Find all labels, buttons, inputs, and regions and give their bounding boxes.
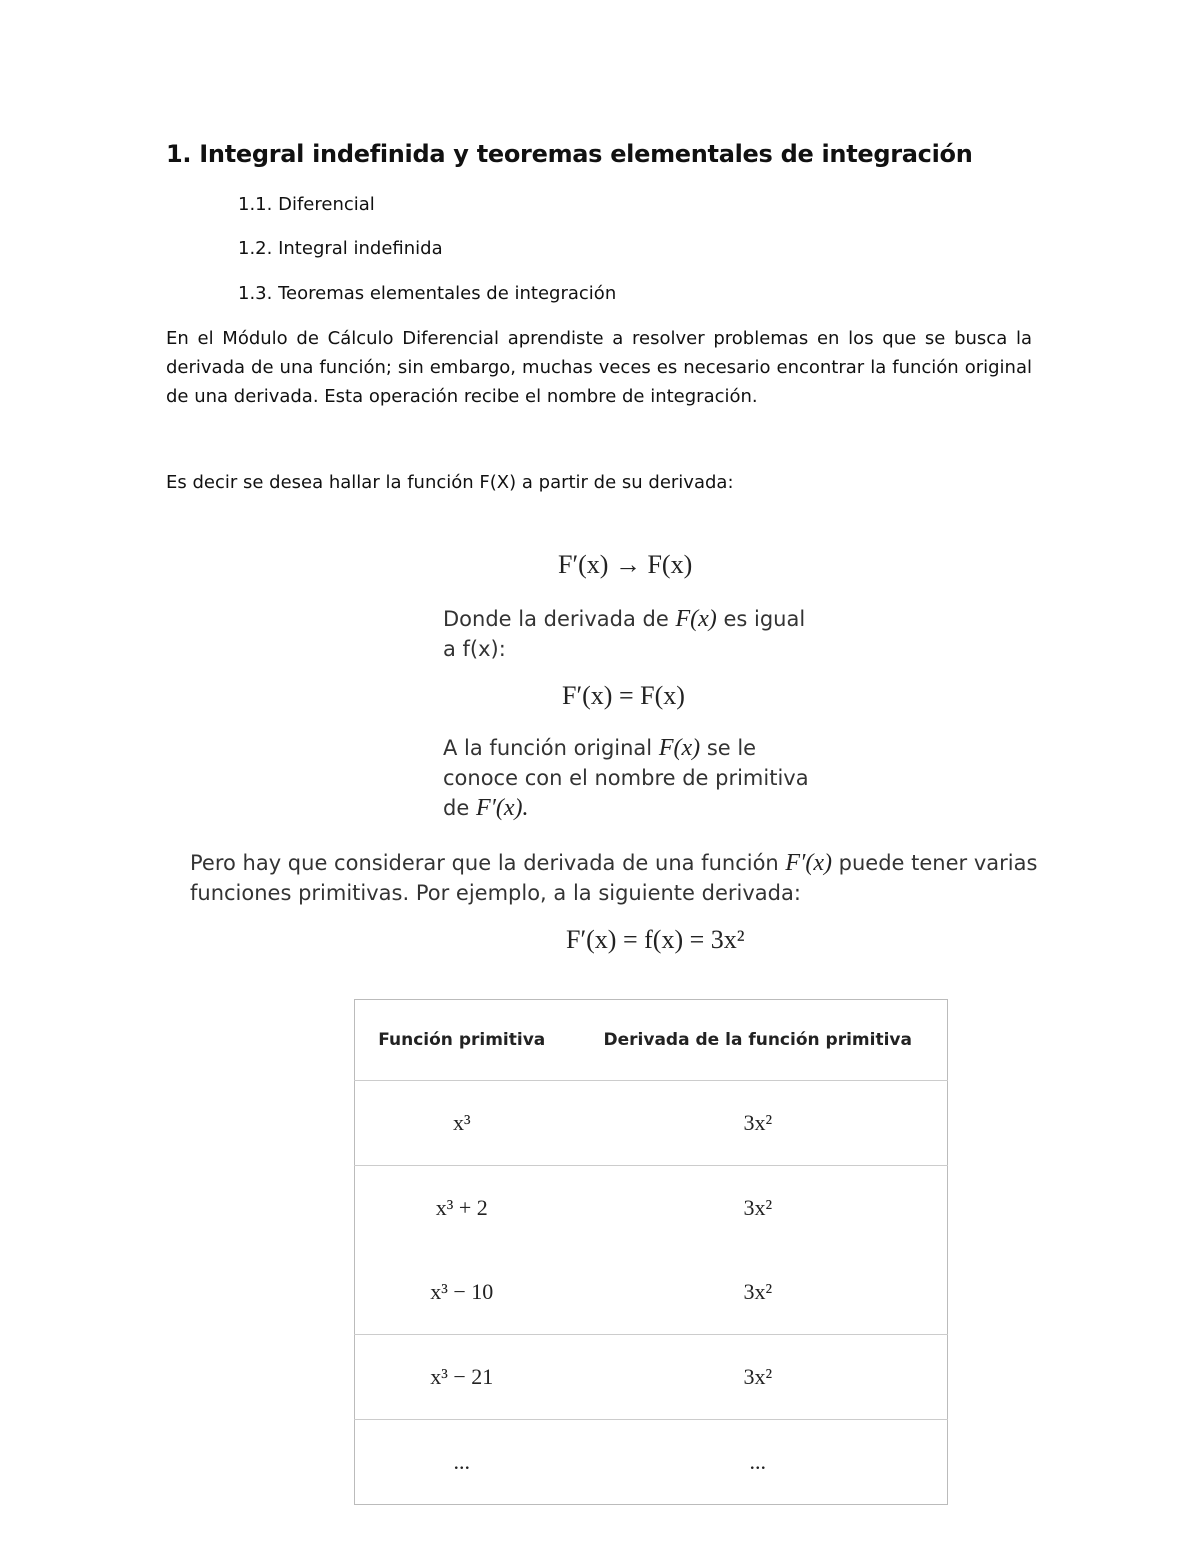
note-text-c: funciones primitivas. Por ejemplo, a la siguiente derivada: — [190, 881, 801, 905]
table-cell-primitive: x³ + 2 — [355, 1166, 569, 1251]
def2-text-b: se le — [706, 736, 757, 760]
table-header-primitive: Función primitiva — [355, 1000, 569, 1081]
table-header-row — [355, 1000, 948, 1081]
def2-fx: F(x) — [658, 735, 701, 761]
table-cell-primitive: x³ — [452, 1110, 471, 1135]
def1-text-b: es igual — [723, 607, 806, 631]
paragraph2-fx: F(X) — [479, 472, 517, 493]
toc-item-1 — [238, 194, 375, 215]
def2-text-c: conoce con el nombre de primitiva — [443, 766, 809, 790]
note-text-a: Pero hay que considerar que la derivada de una función — [190, 851, 779, 875]
formula-derivative-to-primitive: F′(x) → F(x) — [558, 550, 693, 579]
definition-block-2 — [443, 733, 863, 823]
paragraph2-end: a partir de su derivada: — [521, 472, 734, 493]
primitives-table — [354, 999, 948, 1505]
table-row — [355, 1166, 948, 1251]
def1-fx: F(x) — [675, 606, 717, 632]
def2-fpx: F′(x). — [475, 795, 529, 821]
toc-num: 1.1. — [238, 194, 273, 215]
table-row — [355, 1081, 948, 1166]
toc-label: Integral indefinida — [278, 238, 443, 259]
table-cell-derivative: 3x² — [743, 1279, 773, 1304]
toc-item-3 — [238, 283, 616, 304]
note-block — [190, 848, 1090, 908]
table-cell-primitive: ... — [355, 1420, 569, 1505]
table-row — [355, 1250, 948, 1335]
second-paragraph — [166, 472, 734, 493]
toc-label: Diferencial — [278, 194, 375, 215]
table-cell-primitive: x³ − 21 — [355, 1335, 569, 1420]
formula-derivative-equals: F′(x) = F(x) — [562, 681, 685, 710]
table-cell-derivative: 3x² — [569, 1335, 948, 1420]
table-cell-primitive: x³ − 10 — [430, 1279, 494, 1304]
definition-block-1 — [443, 604, 863, 664]
toc-num: 1.2. — [238, 238, 273, 259]
note-fpx: F′(x) — [785, 850, 832, 876]
formula-example-derivative: F′(x) = f(x) = 3x² — [566, 925, 745, 954]
paragraph2-text: Es decir se desea hallar la función — [166, 472, 474, 493]
table-row — [355, 1335, 948, 1420]
toc-num: 1.3. — [238, 283, 273, 304]
intro-paragraph: En el Módulo de Cálculo Diferencial aprendiste a resolver problemas en los que se busca la derivada de una función; sin embargo, muchas veces es necesario encontrar la función original de una derivada. Esta operación recibe el nombre de integración. — [166, 328, 1032, 407]
table-header-derivative: Derivada de la función primitiva — [569, 1000, 948, 1081]
table-cell-derivative: 3x² — [743, 1110, 773, 1135]
def2-text-d: de — [443, 796, 470, 820]
note-text-b: puede tener varias — [838, 851, 1038, 875]
section-heading: 1. Integral indefinida y teoremas elementales de integración — [166, 140, 973, 168]
toc-label: Teoremas elementales de integración — [278, 283, 617, 304]
def1-text-a: Donde la derivada de — [443, 607, 669, 631]
table-cell-derivative: 3x² — [569, 1166, 948, 1251]
def1-text-c: a f(x): — [443, 637, 506, 661]
toc-item-2 — [238, 238, 443, 259]
table-row — [355, 1420, 948, 1505]
def2-text-a: A la función original — [443, 736, 653, 760]
table-cell-derivative: ... — [569, 1420, 948, 1505]
